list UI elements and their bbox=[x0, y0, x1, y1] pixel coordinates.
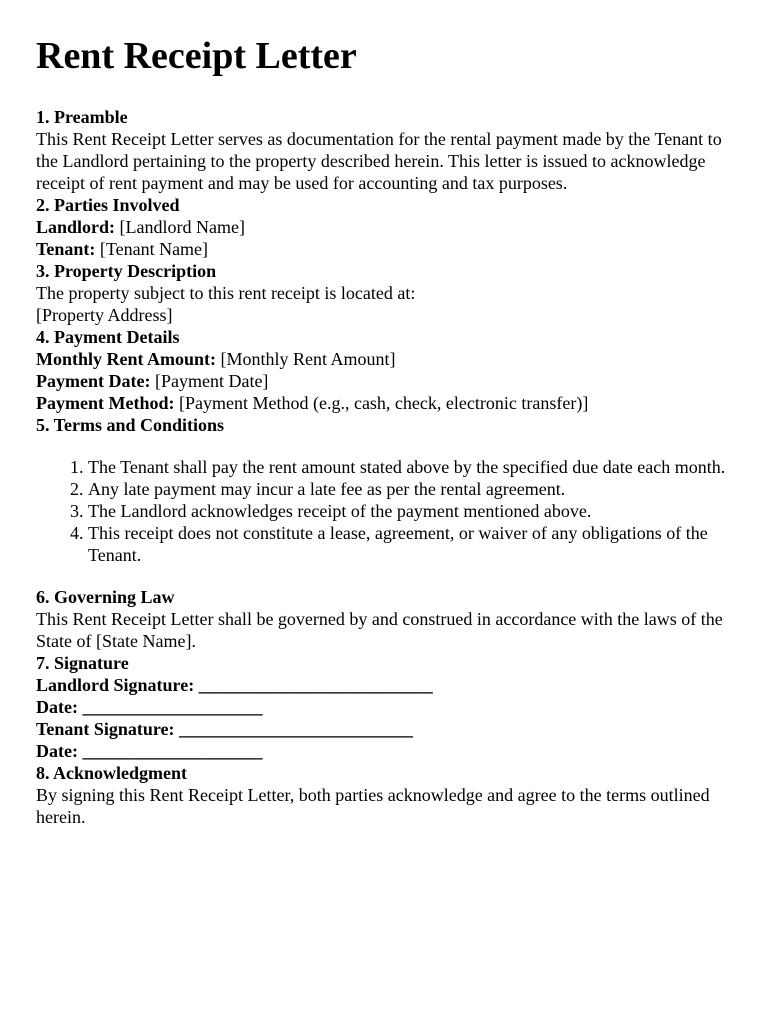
terms-item: 2. Any late payment may incur a late fee as per the rental agreement. bbox=[88, 478, 734, 500]
preamble-heading: 1. Preamble bbox=[36, 107, 128, 127]
law-heading: 6. Governing Law bbox=[36, 587, 175, 607]
tenant-label: Tenant: bbox=[36, 239, 96, 259]
tenant-date-line: Date: ____________________ bbox=[36, 741, 263, 761]
acknowledgment-text: By signing this Rent Receipt Letter, both parties acknowledge and agree to the terms outlined herein. bbox=[36, 785, 710, 827]
landlord-line bbox=[36, 216, 734, 238]
terms-item: 1. The Tenant shall pay the rent amount stated above by the specified due date each month. bbox=[88, 456, 734, 478]
parties-heading: 2. Parties Involved bbox=[36, 195, 180, 215]
payment-date-label: Payment Date: bbox=[36, 371, 151, 391]
signature-heading: 7. Signature bbox=[36, 653, 129, 673]
rent-value: [Monthly Rent Amount] bbox=[216, 349, 396, 369]
landlord-label: Landlord: bbox=[36, 217, 116, 237]
landlord-signature-line: Landlord Signature: __________________________ bbox=[36, 675, 433, 695]
terms-item: 3. The Landlord acknowledges receipt of the payment mentioned above. bbox=[88, 500, 734, 522]
terms-list bbox=[36, 456, 734, 566]
rent-label: Monthly Rent Amount: bbox=[36, 349, 217, 369]
payment-heading: 4. Payment Details bbox=[36, 327, 180, 347]
tenant-value: [Tenant Name] bbox=[95, 239, 209, 259]
property-address: [Property Address] bbox=[36, 305, 173, 325]
tenant-signature-line: Tenant Signature: __________________________ bbox=[36, 719, 414, 739]
law-text: This Rent Receipt Letter shall be governed by and construed in accordance with the laws of the State of [State Name]. bbox=[36, 609, 723, 651]
payment-date-value: [Payment Date] bbox=[150, 371, 269, 391]
tenant-line bbox=[36, 238, 734, 260]
property-text: The property subject to this rent receipt is located at: bbox=[36, 283, 416, 303]
document-title: Rent Receipt Letter bbox=[36, 35, 357, 77]
terms-heading: 5. Terms and Conditions bbox=[36, 415, 225, 435]
payment-date-line bbox=[36, 370, 734, 392]
rent-line bbox=[36, 348, 734, 370]
payment-method-value: [Payment Method (e.g., cash, check, electronic transfer)] bbox=[174, 393, 589, 413]
landlord-value: [Landlord Name] bbox=[115, 217, 245, 237]
terms-item: 4. This receipt does not constitute a lease, agreement, or waiver of any obligations of the Tenant. bbox=[88, 522, 734, 566]
landlord-date-line: Date: ____________________ bbox=[36, 697, 263, 717]
property-heading: 3. Property Description bbox=[36, 261, 217, 281]
payment-method-line bbox=[36, 392, 734, 414]
acknowledgment-heading: 8. Acknowledgment bbox=[36, 763, 188, 783]
payment-method-label: Payment Method: bbox=[36, 393, 175, 413]
preamble-text: This Rent Receipt Letter serves as documentation for the rental payment made by the Tenant to the Landlord pertaining to the property described herein. This letter is issued to acknowledge receipt of rent payment and may be used for accounting and tax purposes. bbox=[36, 129, 722, 193]
